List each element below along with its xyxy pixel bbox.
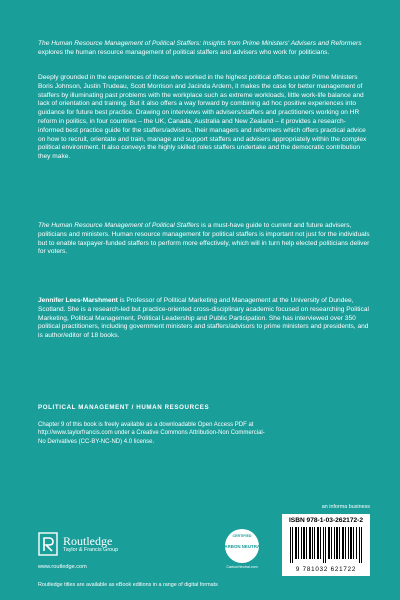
back-cover-footer — [38, 504, 370, 574]
subject-category: POLITICAL MANAGEMENT / HUMAN RESOURCES — [38, 404, 210, 411]
barcode-icon — [288, 527, 364, 563]
author-name: Jennifer Lees-Marshment — [38, 297, 118, 304]
intro-paragraph — [38, 40, 370, 58]
carbon-logo-main: CARBON NEUTRAL — [221, 544, 263, 549]
barcode-number: 9 781032 621722 — [295, 566, 357, 573]
summary-paragraph — [38, 222, 370, 257]
carbon-neutral-logo — [218, 524, 266, 572]
open-access-note: Chapter 9 of this book is freely available as a downloadable Open Access PDF at http://www.taylorfrancis.com under a Creative Commons Attribution-Non Commercial-No Derivatives (CC-BY-NC-ND) 4.0 license. — [38, 422, 265, 445]
isbn-label: ISBN 978-1-03-262172-2 — [288, 517, 364, 524]
intro-text: explores the human resource management of political staffers and advisers who work for politicians. — [38, 48, 330, 56]
publisher-group: Taylor & Francis Group — [63, 546, 119, 553]
publisher-url: www.routledge.com — [38, 564, 87, 570]
description-paragraph: Deeply grounded in the experiences of those who worked in the highest political offices under Prime Ministers Boris Johnson, Justin Trudeau, Scott Morrison and Jacinda Ardern, it makes the case for better management of staffers by illuminating past problems with the workplace such as extreme workloads, little work-life balance and lack of orientation and training. But it also offers a way forward by combining ad hoc positive experiences into guidance for future best practice. Drawing on interviews with advisers/staffers and practitioners working on HR reform in politics, in four countries – the UK, Canada, Australia and New Zealand – it provides a research-informed best practice guide for the staffers/advisers, their managers and reformers which offers practical advice on how to recruit, orientate and train, manage and support staffers and advisers appropriately within the complex political environment. It also conveys the highly skilled roles staffers undertake and the democratic contribution they make. — [38, 74, 367, 161]
ebook-note: Routledge titles are available as eBook editions in a range of digital formats — [38, 582, 218, 588]
carbon-logo-bottom: CarbonNeutral.com — [226, 565, 258, 569]
author-bio — [38, 297, 370, 341]
routledge-mark-icon — [38, 532, 58, 556]
book-title-italic-2: The Human Resource Management of Political Staffers — [38, 222, 200, 229]
summary-text: is a must-have guide to current and future advisers, politicians and ministers. Human resource management for political staffers is important not just for the individuals but to enable taxpayer-funded staffers to perform more effectively, which will in turn help elected politicians deliver for voters. — [38, 222, 370, 256]
carbon-logo-top: CERTIFIED — [232, 534, 252, 538]
author-bio-text: is Professor of Political Marketing and Management at the University of Dundee, Scotland. She is a research-led but practice-oriented cross-disciplinary academic focused on researching Political Marketing, Political Management, Political Leadership and Public Participation. She has interviewed over 350 political practitioners, including government ministers and staffers/advisors to prime ministers and presidents, and is author/editor of 18 books. — [38, 297, 369, 340]
routledge-logo — [38, 532, 118, 556]
book-title-italic: The Human Resource Management of Political Staffers: Insights from Prime Ministers' Advisers and Reformers — [38, 40, 362, 47]
publisher-name: Routledge — [63, 533, 113, 548]
informa-text: an informa business — [321, 504, 370, 510]
isbn-barcode-box — [282, 514, 370, 576]
